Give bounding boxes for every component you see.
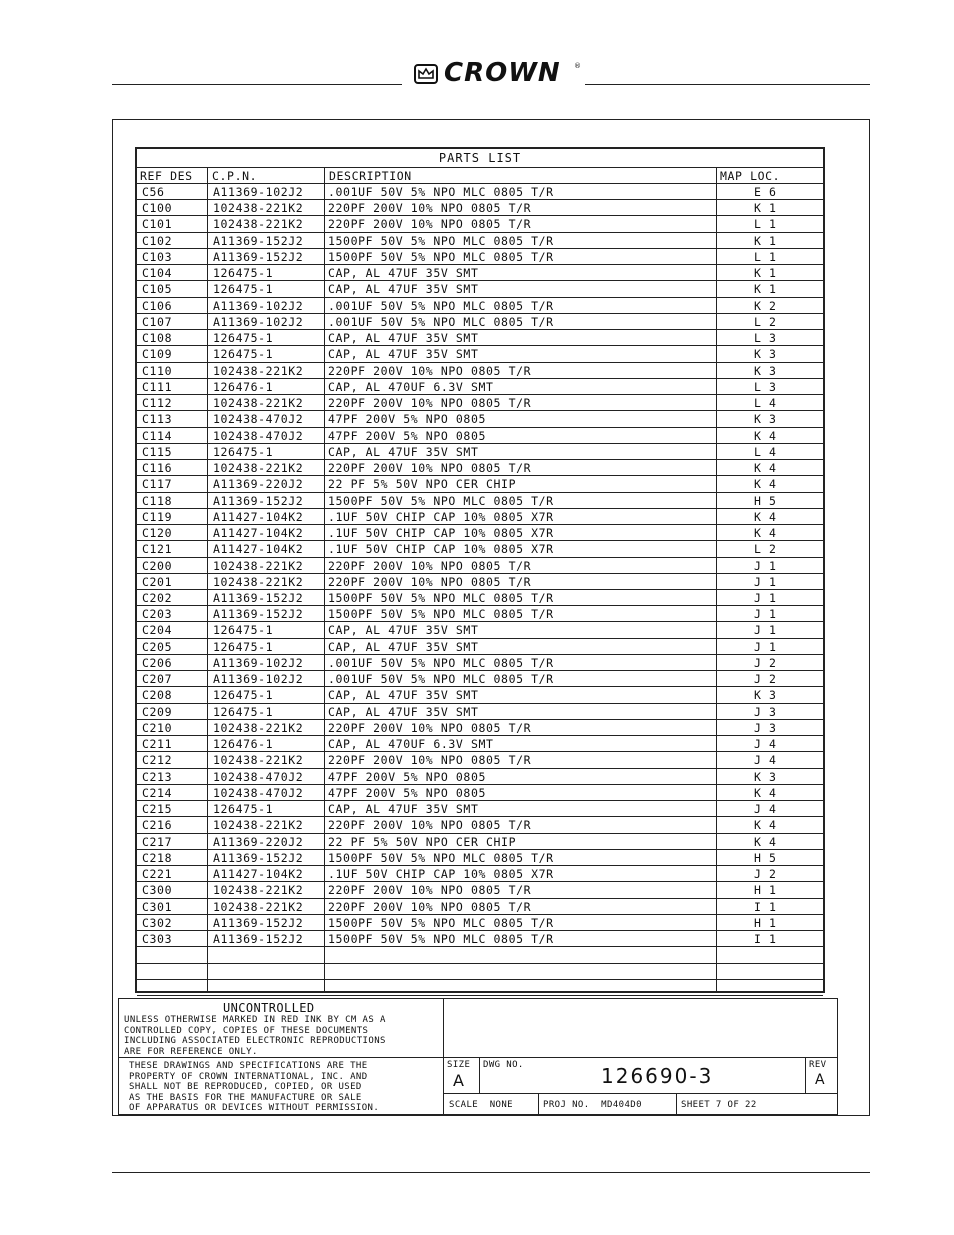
col-description: DESCRIPTION (329, 169, 412, 183)
cell-cpn: A11369-102J2 (213, 655, 304, 670)
cell-map-loc: K 1 (754, 201, 777, 216)
cell-description: CAP, AL 47UF 35V SMT (328, 688, 479, 703)
divider (443, 1093, 838, 1094)
cell-ref-des: C212 (142, 753, 173, 768)
cell-ref-des: C203 (142, 607, 173, 622)
cell-ref-des: C115 (142, 444, 173, 459)
uncontrolled-notice: UNLESS OTHERWISE MARKED IN RED INK BY CM AS A CONTROLLED COPY, COPIES OF THESE DOCUMENTS INCLUDING ASSOCIATED ELECTRONIC REPRODUCTIONS ARE FOR REFERENCE ONLY. (124, 1015, 386, 1057)
cell-description: .001UF 50V 5% NPO MLC 0805 T/R (328, 314, 554, 329)
table-row (137, 590, 823, 606)
cell-map-loc: J 1 (754, 558, 777, 573)
drawing-number: 126690-3 (601, 1064, 714, 1088)
header-rule-left (112, 84, 402, 85)
cell-ref-des: C107 (142, 314, 173, 329)
table-row (137, 622, 823, 638)
cell-description: 1500PF 50V 5% NPO MLC 0805 T/R (328, 233, 554, 248)
cell-ref-des: C201 (142, 574, 173, 589)
scale: SCALE NONE (449, 1100, 514, 1110)
cell-cpn: A11369-220J2 (213, 477, 304, 492)
cell-map-loc: H 5 (754, 493, 777, 508)
cell-ref-des: C208 (142, 688, 173, 703)
cell-map-loc: J 3 (754, 704, 777, 719)
cell-cpn: 102438-221K2 (213, 899, 304, 914)
cell-description: 1500PF 50V 5% NPO MLC 0805 T/R (328, 591, 554, 605)
cell-map-loc: E 6 (754, 185, 777, 199)
cell-description: 220PF 200V 10% NPO 0805 T/R (328, 720, 532, 735)
cell-ref-des: C205 (142, 639, 173, 654)
cell-description: CAP, AL 47UF 35V SMT (328, 704, 479, 719)
cell-ref-des: C111 (142, 379, 173, 394)
cell-ref-des: C117 (142, 477, 173, 492)
table-row (137, 525, 823, 541)
cell-description: 47PF 200V 5% NPO 0805 (328, 785, 486, 800)
cell-cpn: 102438-221K2 (213, 461, 304, 476)
cell-description: .001UF 50V 5% NPO MLC 0805 T/R (328, 298, 554, 313)
cell-map-loc: K 4 (754, 477, 777, 492)
cell-map-loc: H 5 (754, 850, 777, 865)
cell-cpn: A11369-152J2 (213, 249, 304, 264)
cell-ref-des: C118 (142, 493, 173, 508)
cell-ref-des: C105 (142, 282, 173, 297)
table-row (137, 558, 823, 574)
brand-name: CROWN (444, 58, 561, 88)
cell-map-loc: J 2 (754, 655, 777, 670)
cell-ref-des: C202 (142, 591, 173, 605)
divider (538, 1093, 539, 1115)
cell-cpn: 126475-1 (213, 688, 274, 703)
cell-cpn: 126475-1 (213, 266, 274, 281)
table-row (137, 346, 823, 362)
cell-ref-des: C303 (142, 932, 173, 947)
table-row (137, 947, 823, 963)
table-row (137, 200, 823, 216)
cell-cpn: A11427-104K2 (213, 509, 304, 524)
table-row (137, 769, 823, 785)
table-row (137, 265, 823, 281)
row-divider (137, 995, 823, 996)
cell-cpn: A11427-104K2 (213, 526, 304, 541)
cell-cpn: 126476-1 (213, 737, 274, 752)
cell-cpn: A11369-152J2 (213, 932, 304, 947)
cell-ref-des: C214 (142, 785, 173, 800)
cell-map-loc: K 3 (754, 769, 777, 784)
col-cpn: C.P.N. (212, 169, 258, 183)
cell-ref-des: C110 (142, 363, 173, 378)
cell-description: 1500PF 50V 5% NPO MLC 0805 T/R (328, 249, 554, 264)
cell-cpn: 102438-221K2 (213, 217, 304, 232)
cell-description: 1500PF 50V 5% NPO MLC 0805 T/R (328, 850, 554, 865)
cell-map-loc: I 1 (754, 932, 777, 947)
cell-description: 220PF 200V 10% NPO 0805 T/R (328, 818, 532, 833)
cell-ref-des: C210 (142, 720, 173, 735)
cell-ref-des: C200 (142, 558, 173, 573)
cell-ref-des: C100 (142, 201, 173, 216)
cell-map-loc: L 4 (754, 396, 777, 411)
uncontrolled-title: UNCONTROLLED (223, 1001, 315, 1015)
cell-map-loc: H 1 (754, 883, 777, 898)
cell-description: .1UF 50V CHIP CAP 10% 0805 X7R (328, 867, 554, 882)
cell-ref-des: C207 (142, 672, 173, 687)
footer-rule (112, 1172, 870, 1173)
cell-description: 220PF 200V 10% NPO 0805 T/R (328, 461, 532, 476)
cell-ref-des: C209 (142, 704, 173, 719)
table-row (137, 687, 823, 703)
table-row (137, 493, 823, 509)
table-row (137, 639, 823, 655)
cell-ref-des: C114 (142, 428, 173, 443)
cell-map-loc: K 4 (754, 509, 777, 524)
table-row (137, 281, 823, 297)
table-row (137, 850, 823, 866)
cell-description: CAP, AL 47UF 35V SMT (328, 444, 479, 459)
cell-ref-des: C109 (142, 347, 173, 362)
cell-ref-des: C106 (142, 298, 173, 313)
divider (119, 1057, 443, 1058)
table-row (137, 801, 823, 817)
cell-cpn: A11369-102J2 (213, 298, 304, 313)
cell-cpn: 126475-1 (213, 347, 274, 362)
table-row (137, 216, 823, 232)
cell-description: 22 PF 5% 50V NPO CER CHIP (328, 834, 517, 849)
cell-cpn: A11369-152J2 (213, 915, 304, 930)
cell-ref-des: C221 (142, 867, 173, 882)
cell-cpn: A11369-102J2 (213, 185, 304, 199)
cell-map-loc: L 2 (754, 542, 777, 557)
crown-logo (414, 58, 582, 88)
cell-ref-des: C204 (142, 623, 173, 638)
cell-cpn: 126476-1 (213, 379, 274, 394)
cell-map-loc: K 3 (754, 688, 777, 703)
cell-description: 1500PF 50V 5% NPO MLC 0805 T/R (328, 607, 554, 622)
table-row (137, 476, 823, 492)
cell-cpn: A11427-104K2 (213, 867, 304, 882)
cell-map-loc: K 1 (754, 266, 777, 281)
table-row (137, 444, 823, 460)
cell-ref-des: C119 (142, 509, 173, 524)
cell-ref-des: C56 (142, 185, 165, 199)
table-row (137, 817, 823, 833)
cell-description: CAP, AL 47UF 35V SMT (328, 639, 479, 654)
cell-map-loc: K 4 (754, 526, 777, 541)
cell-description: .1UF 50V CHIP CAP 10% 0805 X7R (328, 526, 554, 541)
cell-ref-des: C211 (142, 737, 173, 752)
cell-map-loc: K 4 (754, 461, 777, 476)
table-row (137, 736, 823, 752)
cell-description: .1UF 50V CHIP CAP 10% 0805 X7R (328, 542, 554, 557)
parts-list-header (137, 168, 823, 184)
dwg-no-label: DWG NO. (483, 1060, 524, 1070)
cell-description: 47PF 200V 5% NPO 0805 (328, 412, 486, 427)
table-row (137, 233, 823, 249)
cell-description: 1500PF 50V 5% NPO MLC 0805 T/R (328, 493, 554, 508)
table-row (137, 980, 823, 996)
cell-map-loc: H 1 (754, 915, 777, 930)
cell-cpn: A11427-104K2 (213, 542, 304, 557)
table-row (137, 509, 823, 525)
cell-cpn: A11369-152J2 (213, 850, 304, 865)
table-row (137, 379, 823, 395)
cell-cpn: 102438-470J2 (213, 769, 304, 784)
cell-cpn: 102438-221K2 (213, 396, 304, 411)
cell-ref-des: C112 (142, 396, 173, 411)
cell-description: 1500PF 50V 5% NPO MLC 0805 T/R (328, 915, 554, 930)
cell-ref-des: C213 (142, 769, 173, 784)
col-map-loc: MAP LOC. (720, 169, 781, 183)
table-row (137, 363, 823, 379)
cell-map-loc: K 3 (754, 363, 777, 378)
table-row (137, 785, 823, 801)
cell-map-loc: K 3 (754, 347, 777, 362)
table-row (137, 882, 823, 898)
property-notice: THESE DRAWINGS AND SPECIFICATIONS ARE THE PROPERTY OF CROWN INTERNATIONAL, INC. AND SHALL NOT BE REPRODUCED, COPIED, OR USED AS THE BASIS FOR THE MANUFACTURE OR SALE OF APPARATUS OR DEVICES WITHOUT PERMISSION. (129, 1061, 380, 1113)
cell-cpn: 102438-221K2 (213, 753, 304, 768)
cell-description: 1500PF 50V 5% NPO MLC 0805 T/R (328, 932, 554, 947)
divider (443, 1057, 838, 1058)
table-row (137, 460, 823, 476)
cell-map-loc: L 4 (754, 444, 777, 459)
cell-map-loc: J 2 (754, 867, 777, 882)
cell-map-loc: L 3 (754, 379, 777, 394)
table-row (137, 915, 823, 931)
cell-description: .001UF 50V 5% NPO MLC 0805 T/R (328, 655, 554, 670)
cell-cpn: 126475-1 (213, 802, 274, 817)
cell-description: 220PF 200V 10% NPO 0805 T/R (328, 363, 532, 378)
table-row (137, 314, 823, 330)
cell-description: 22 PF 5% 50V NPO CER CHIP (328, 477, 517, 492)
cell-map-loc: K 1 (754, 282, 777, 297)
col-ref-des: REF DES (140, 169, 193, 183)
table-row (137, 655, 823, 671)
cell-map-loc: K 1 (754, 233, 777, 248)
table-row (137, 720, 823, 736)
cell-cpn: 102438-470J2 (213, 785, 304, 800)
cell-description: CAP, AL 470UF 6.3V SMT (328, 737, 494, 752)
cell-cpn: A11369-102J2 (213, 314, 304, 329)
table-row (137, 330, 823, 346)
table-row (137, 899, 823, 915)
cell-map-loc: K 4 (754, 818, 777, 833)
cell-description: CAP, AL 470UF 6.3V SMT (328, 379, 494, 394)
cell-description: CAP, AL 47UF 35V SMT (328, 347, 479, 362)
cell-ref-des: C108 (142, 331, 173, 346)
header-rule-right (585, 84, 870, 85)
cell-description: 220PF 200V 10% NPO 0805 T/R (328, 396, 532, 411)
cell-cpn: A11369-152J2 (213, 607, 304, 622)
rev-label: REV (809, 1060, 827, 1070)
table-row (137, 671, 823, 687)
cell-map-loc: J 1 (754, 607, 777, 622)
cell-map-loc: J 4 (754, 802, 777, 817)
parts-list-table (135, 147, 825, 993)
cell-cpn: A11369-152J2 (213, 591, 304, 605)
size-label: SIZE (447, 1060, 471, 1070)
cell-cpn: 126475-1 (213, 444, 274, 459)
cell-map-loc: L 1 (754, 249, 777, 264)
cell-ref-des: C302 (142, 915, 173, 930)
cell-ref-des: C116 (142, 461, 173, 476)
table-row (137, 752, 823, 768)
title-block (118, 998, 838, 1115)
cell-ref-des: C206 (142, 655, 173, 670)
cell-cpn: A11369-152J2 (213, 493, 304, 508)
cell-description: .001UF 50V 5% NPO MLC 0805 T/R (328, 672, 554, 687)
cell-ref-des: C104 (142, 266, 173, 281)
cell-map-loc: J 1 (754, 574, 777, 589)
table-row (137, 574, 823, 590)
cell-ref-des: C101 (142, 217, 173, 232)
table-row (137, 834, 823, 850)
table-row (137, 606, 823, 622)
cell-cpn: 126475-1 (213, 331, 274, 346)
cell-cpn: 126475-1 (213, 704, 274, 719)
cell-map-loc: I 1 (754, 899, 777, 914)
table-row (137, 298, 823, 314)
cell-map-loc: K 2 (754, 298, 777, 313)
cell-description: .001UF 50V 5% NPO MLC 0805 T/R (328, 185, 554, 199)
cell-description: 47PF 200V 5% NPO 0805 (328, 769, 486, 784)
cell-cpn: 102438-221K2 (213, 574, 304, 589)
cell-cpn: 126475-1 (213, 639, 274, 654)
cell-ref-des: C103 (142, 249, 173, 264)
cell-ref-des: C300 (142, 883, 173, 898)
cell-ref-des: C113 (142, 412, 173, 427)
table-row (137, 411, 823, 427)
cell-ref-des: C120 (142, 526, 173, 541)
cell-map-loc: K 4 (754, 785, 777, 800)
cell-description: 220PF 200V 10% NPO 0805 T/R (328, 217, 532, 232)
cell-cpn: 102438-221K2 (213, 363, 304, 378)
cell-description: CAP, AL 47UF 35V SMT (328, 802, 479, 817)
cell-map-loc: J 2 (754, 672, 777, 687)
cell-map-loc: J 3 (754, 720, 777, 735)
cell-map-loc: J 4 (754, 737, 777, 752)
table-row (137, 931, 823, 947)
cell-description: 220PF 200V 10% NPO 0805 T/R (328, 558, 532, 573)
cell-ref-des: C215 (142, 802, 173, 817)
sheet-number: SHEET 7 OF 22 (681, 1100, 757, 1110)
cell-description: 220PF 200V 10% NPO 0805 T/R (328, 753, 532, 768)
cell-map-loc: L 1 (754, 217, 777, 232)
project-number: PROJ NO. MD404D0 (543, 1100, 642, 1110)
rev-value: A (815, 1072, 825, 1088)
table-row (137, 395, 823, 411)
table-row (137, 704, 823, 720)
parts-list-title: PARTS LIST (438, 151, 522, 165)
cell-ref-des: C216 (142, 818, 173, 833)
cell-ref-des: C121 (142, 542, 173, 557)
cell-description: CAP, AL 47UF 35V SMT (328, 623, 479, 638)
cell-description: 220PF 200V 10% NPO 0805 T/R (328, 899, 532, 914)
cell-description: CAP, AL 47UF 35V SMT (328, 282, 479, 297)
cell-map-loc: J 1 (754, 591, 777, 605)
cell-map-loc: K 3 (754, 412, 777, 427)
table-row (137, 249, 823, 265)
cell-ref-des: C301 (142, 899, 173, 914)
cell-map-loc: K 4 (754, 834, 777, 849)
cell-cpn: 102438-470J2 (213, 412, 304, 427)
cell-ref-des: C102 (142, 233, 173, 248)
cell-description: CAP, AL 47UF 35V SMT (328, 266, 479, 281)
cell-description: 220PF 200V 10% NPO 0805 T/R (328, 883, 532, 898)
table-row (137, 541, 823, 557)
cell-description: 220PF 200V 10% NPO 0805 T/R (328, 574, 532, 589)
cell-cpn: 102438-221K2 (213, 720, 304, 735)
cell-cpn: 102438-221K2 (213, 201, 304, 216)
cell-map-loc: L 3 (754, 331, 777, 346)
cell-cpn: 126475-1 (213, 623, 274, 638)
cell-description: 47PF 200V 5% NPO 0805 (328, 428, 486, 443)
crown-icon (414, 64, 438, 84)
cell-cpn: 102438-221K2 (213, 883, 304, 898)
cell-cpn: A11369-220J2 (213, 834, 304, 849)
cell-cpn: 102438-221K2 (213, 558, 304, 573)
cell-description: .1UF 50V CHIP CAP 10% 0805 X7R (328, 509, 554, 524)
cell-description: 220PF 200V 10% NPO 0805 T/R (328, 201, 532, 216)
cell-cpn: 102438-221K2 (213, 818, 304, 833)
cell-cpn: 102438-470J2 (213, 428, 304, 443)
table-row (137, 428, 823, 444)
table-row (137, 866, 823, 882)
size-value: A (453, 1071, 465, 1090)
table-row (137, 184, 823, 200)
cell-cpn: 126475-1 (213, 282, 274, 297)
cell-cpn: A11369-102J2 (213, 672, 304, 687)
cell-map-loc: J 1 (754, 623, 777, 638)
cell-map-loc: K 4 (754, 428, 777, 443)
cell-cpn: A11369-152J2 (213, 233, 304, 248)
cell-ref-des: C218 (142, 850, 173, 865)
divider (676, 1093, 677, 1115)
cell-map-loc: J 4 (754, 753, 777, 768)
table-row (137, 964, 823, 980)
cell-description: CAP, AL 47UF 35V SMT (328, 331, 479, 346)
cell-map-loc: L 2 (754, 314, 777, 329)
divider (479, 1057, 480, 1093)
registered-mark-icon: ® (574, 62, 581, 70)
cell-map-loc: J 1 (754, 639, 777, 654)
divider (805, 1057, 806, 1093)
cell-ref-des: C217 (142, 834, 173, 849)
